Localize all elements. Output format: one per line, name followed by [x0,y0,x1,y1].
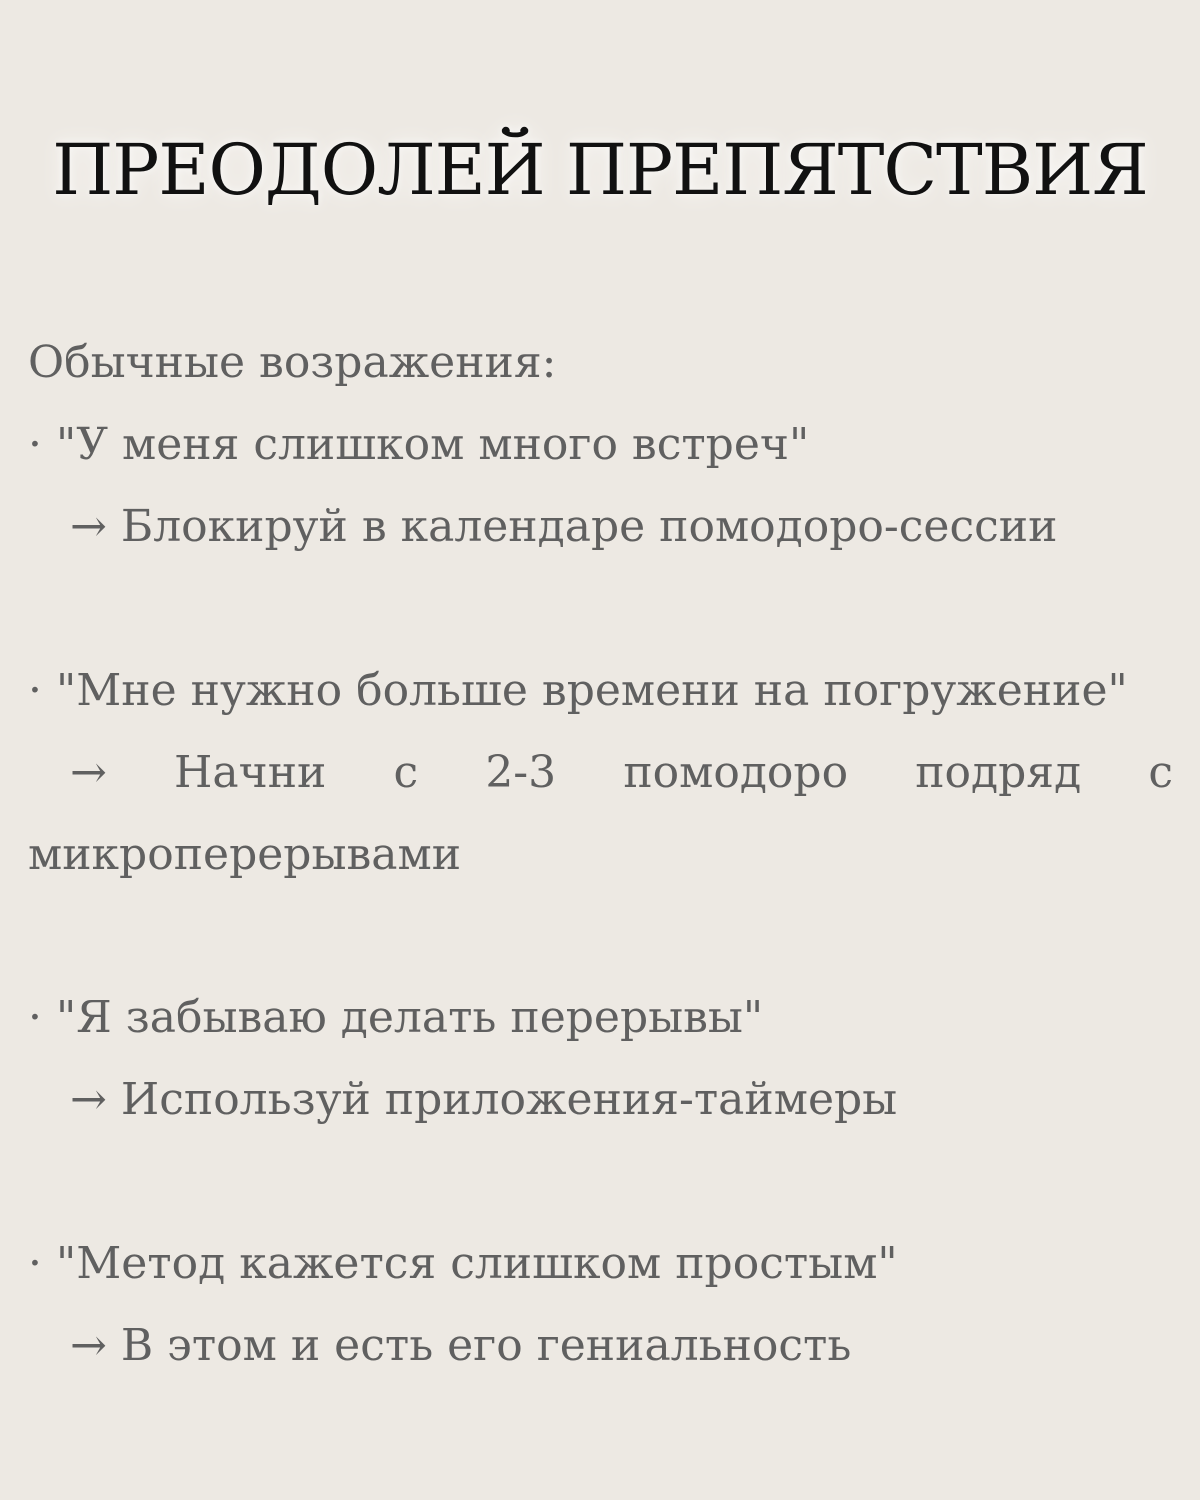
objection-1: · "У меня слишком много встреч" [28,419,810,470]
solution-4: → В этом и есть его гениальность [70,1320,852,1371]
objection-2: · "Мне нужно больше времени на погружение" [28,665,1128,716]
objection-4: · "Метод кажется слишком простым" [28,1238,898,1289]
solution-2 [28,732,1173,814]
intro-heading: Обычные возражения: [28,337,557,388]
page-title: ПРЕОДОЛЕЙ ПРЕПЯТСТВИЯ [52,129,1148,211]
solution-2-word: Начни [174,747,327,798]
solution-1: → Блокируй в календаре помодоро-сессии [70,501,1058,552]
objection-block-4 [28,1223,1173,1387]
solution-2-word: подряд [915,747,1082,798]
solution-2-word: с [393,747,419,798]
solution-2-word: 2-3 [485,747,557,798]
solution-2-word: → [70,747,107,798]
solution-2-word: с [1148,747,1173,798]
objection-block-2 [28,650,1173,896]
solution-2-continuation: микроперерывами [28,829,462,880]
solution-3: → Используй приложения-таймеры [70,1074,898,1125]
intro-block [28,322,1173,568]
objection-block-3 [28,977,1173,1141]
objection-3: · "Я забываю делать перерывы" [28,992,764,1043]
solution-2-word: помодоро [623,747,849,798]
